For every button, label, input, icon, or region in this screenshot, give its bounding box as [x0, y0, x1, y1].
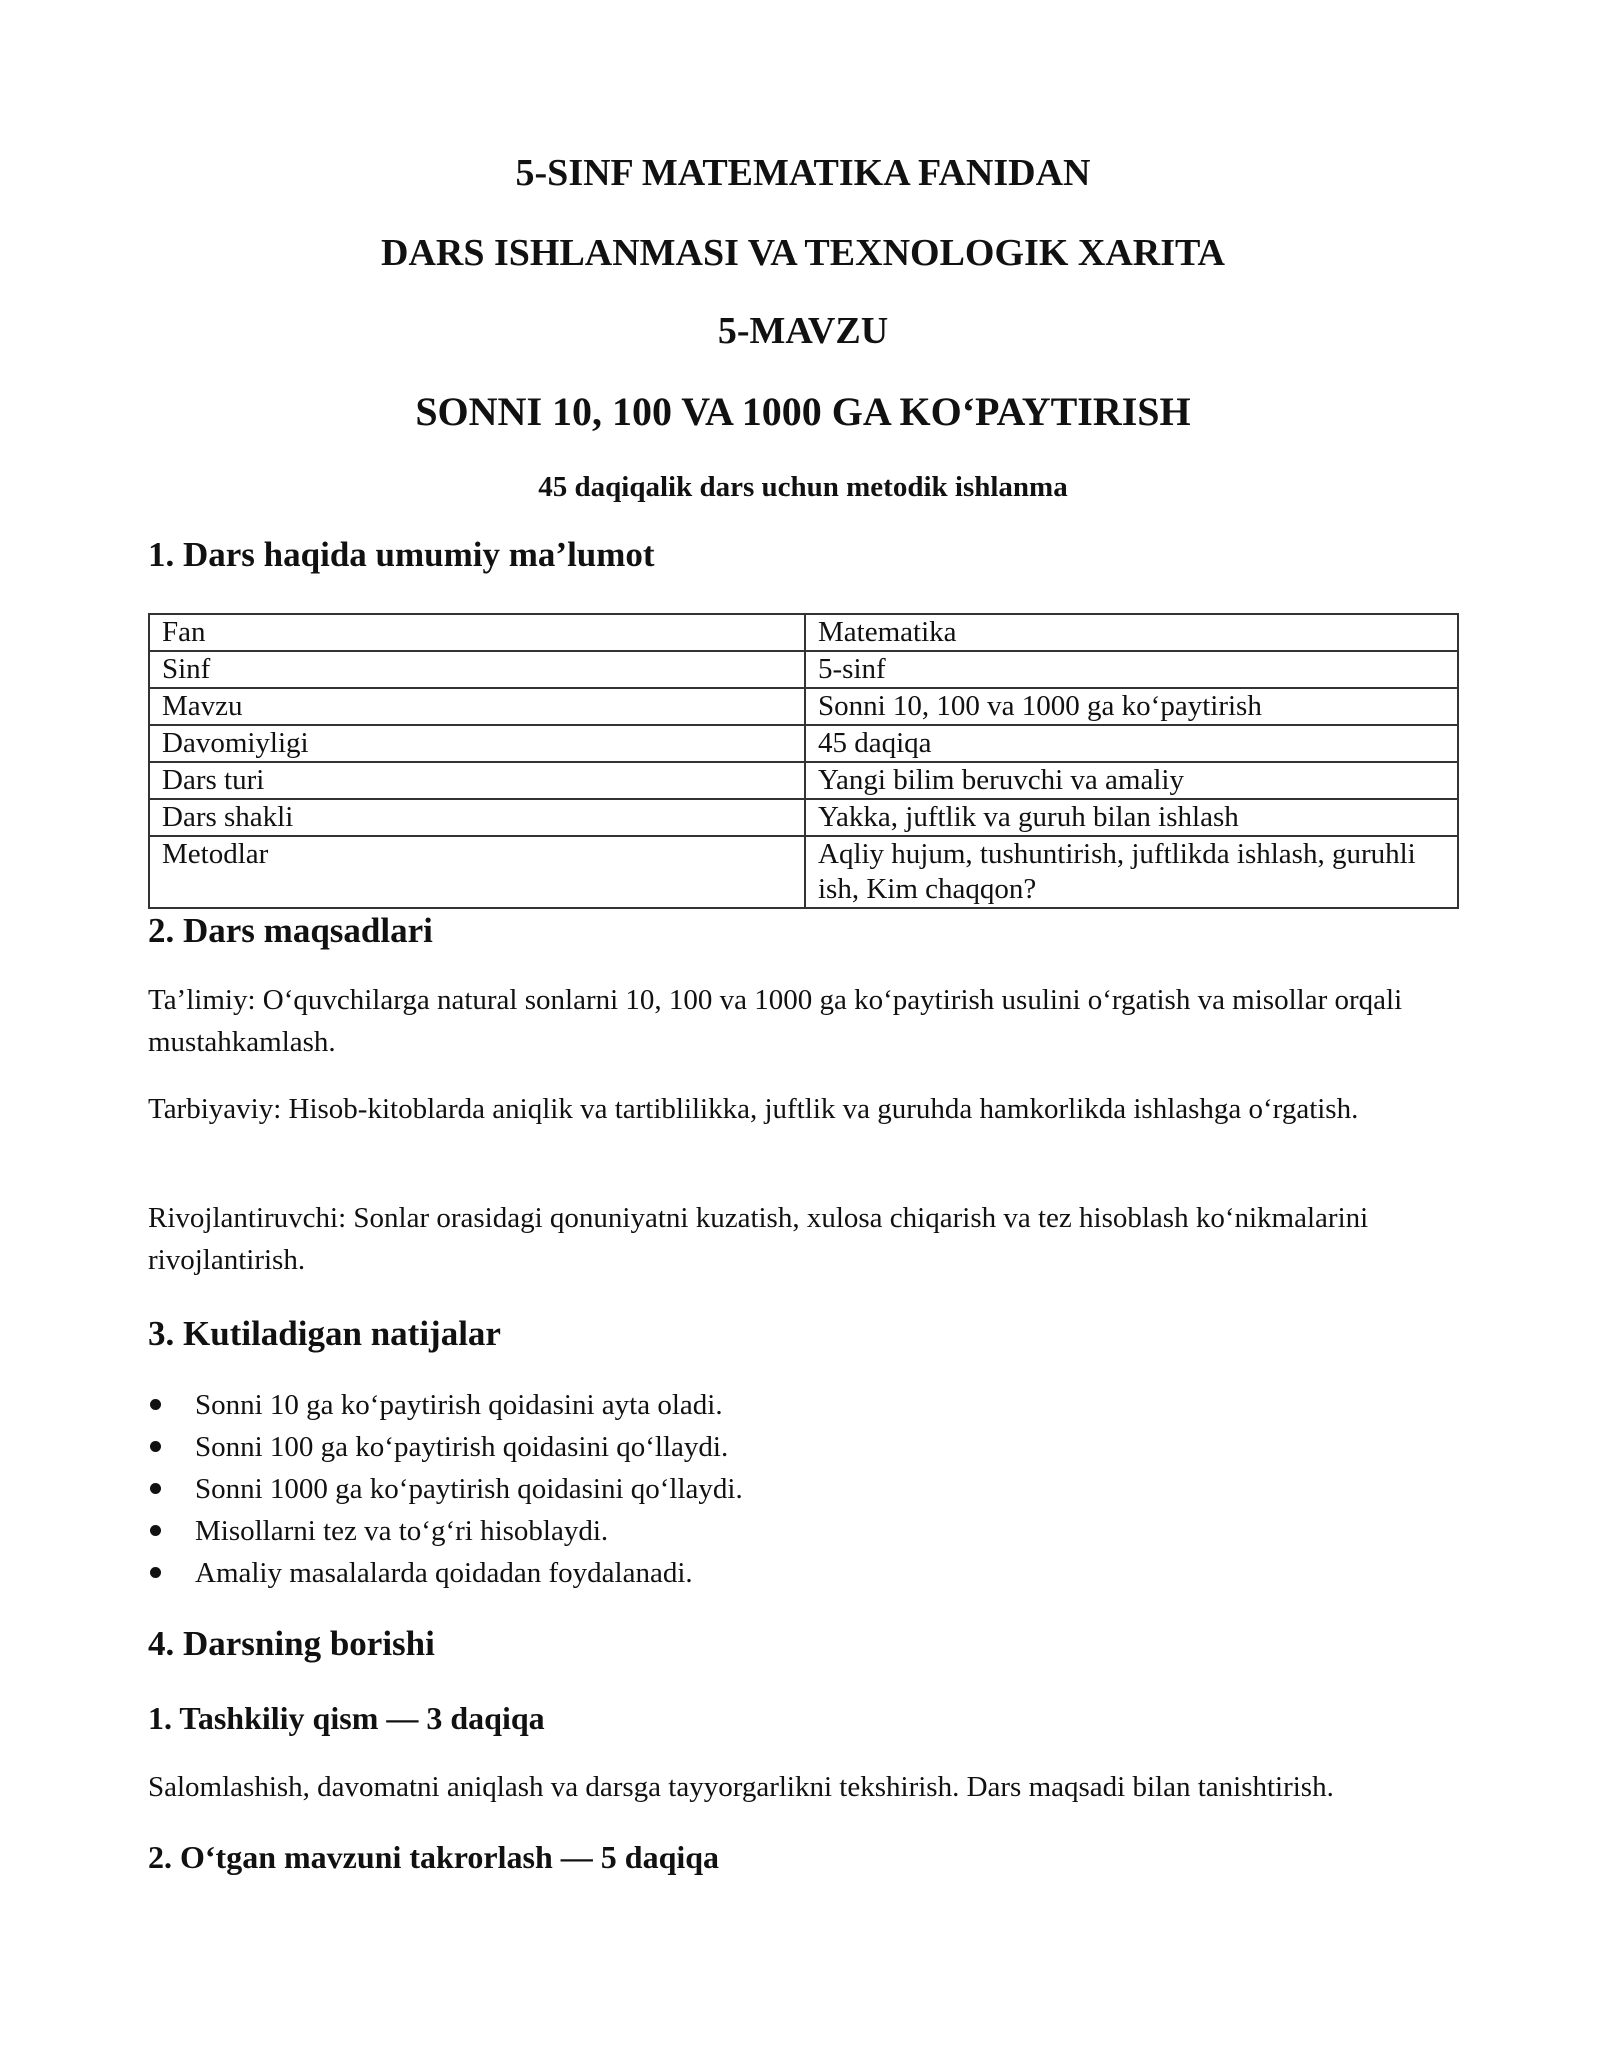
document-title-line-1: 5-SINF MATEMATIKA FANIDAN [515, 152, 1091, 194]
list-item-text: Sonni 1000 ga ko‘paytirish qoidasini qo‘llaydi. [195, 1473, 743, 1505]
table-row [149, 836, 1458, 908]
goal-developmental-paragraph: Rivojlantiruvchi: Sonlar orasidagi qonuniyatni kuzatish, xulosa chiqarish va tez hisoblash ko‘nikmalarini rivojlantirish. [148, 1202, 1369, 1276]
table-cell-value: Yakka, juftlik va guruh bilan ishlash [805, 799, 1458, 836]
table-cell-key: Sinf [149, 651, 805, 688]
list-item [148, 1510, 743, 1552]
table-cell-key: Fan [149, 614, 805, 651]
step-1-text: Salomlashish, davomatni aniqlash va darsga tayyorgarlikni tekshirish. Dars maqsadi bilan tanishtirish. [148, 1771, 1334, 1803]
expected-outcomes-list [148, 1384, 743, 1594]
table-cell-key: Metodlar [149, 836, 805, 908]
document-subtitle: 45 daqiqalik dars uchun metodik ishlanma [538, 471, 1068, 503]
table-row [149, 688, 1458, 725]
step-1-heading: 1. Tashkiliy qism — 3 daqiqa [148, 1700, 545, 1736]
table-cell-value: 5-sinf [805, 651, 1458, 688]
table-cell-value: Sonni 10, 100 va 1000 ga ko‘paytirish [805, 688, 1458, 725]
section-1-heading: 1. Dars haqida umumiy ma’lumot [148, 535, 655, 574]
bullet-icon [150, 1525, 161, 1536]
topic-title: SONNI 10, 100 VA 1000 GA KO‘PAYTIRISH [415, 389, 1191, 434]
table-cell-value: 45 daqiqa [805, 725, 1458, 762]
table-cell-key: Dars shakli [149, 799, 805, 836]
lesson-info-table [148, 613, 1459, 909]
goal-upbringing-paragraph: Tarbiyaviy: Hisob-kitoblarda aniqlik va tartiblilikka, juftlik va guruhda hamkorlikda ishlashga o‘rgatish. [148, 1093, 1359, 1125]
document-title-line-2: DARS ISHLANMASI VA TEXNOLOGIK XARITA [381, 232, 1225, 274]
list-item-text: Sonni 10 ga ko‘paytirish qoidasini ayta oladi. [195, 1389, 723, 1421]
table-cell-key: Dars turi [149, 762, 805, 799]
list-item-text: Sonni 100 ga ko‘paytirish qoidasini qo‘llaydi. [195, 1431, 729, 1463]
table-cell-key: Davomiyligi [149, 725, 805, 762]
bullet-icon [150, 1399, 161, 1410]
table-cell-value: Aqliy hujum, tushuntirish, juftlikda ishlash, guruhli ish, Kim chaqqon? [805, 836, 1458, 908]
section-3-heading: 3. Kutiladigan natijalar [148, 1314, 501, 1353]
list-item-text: Misollarni tez va to‘g‘ri hisoblaydi. [195, 1515, 609, 1547]
table-row [149, 799, 1458, 836]
table-row [149, 614, 1458, 651]
topic-number: 5-MAVZU [717, 310, 889, 352]
table-cell-value: Yangi bilim beruvchi va amaliy [805, 762, 1458, 799]
section-2-heading: 2. Dars maqsadlari [148, 911, 433, 950]
table-cell-value: Matematika [805, 614, 1458, 651]
table-row [149, 651, 1458, 688]
step-2-heading: 2. O‘tgan mavzuni takrorlash — 5 daqiqa [148, 1839, 720, 1875]
list-item [148, 1468, 743, 1510]
goal-educational-paragraph: Ta’limiy: O‘quvchilarga natural sonlarni 10, 100 va 1000 ga ko‘paytirish usulini o‘rgatish va misollar orqali mustahkamlash. [148, 984, 1403, 1058]
table-cell-key: Mavzu [149, 688, 805, 725]
bullet-icon [150, 1483, 161, 1494]
list-item [148, 1552, 743, 1594]
list-item [148, 1426, 743, 1468]
section-4-heading: 4. Darsning borishi [148, 1624, 435, 1663]
list-item-text: Amaliy masalalarda qoidadan foydalanadi. [195, 1557, 693, 1589]
list-item [148, 1384, 743, 1426]
bullet-icon [150, 1567, 161, 1578]
table-row [149, 725, 1458, 762]
bullet-icon [150, 1441, 161, 1452]
table-row [149, 762, 1458, 799]
